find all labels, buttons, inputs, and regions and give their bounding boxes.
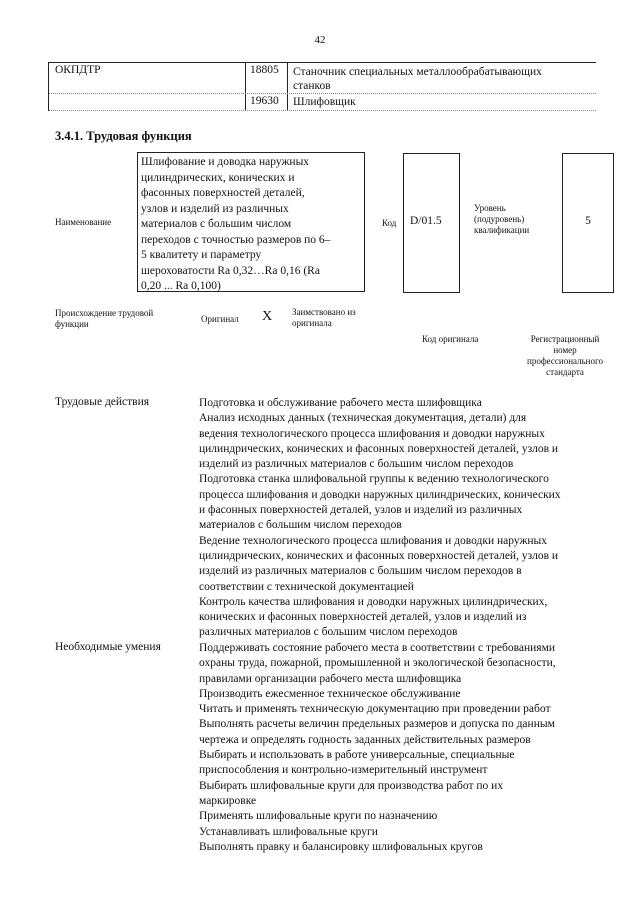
list-item: изделий из различных материалов с большим числом переходов <box>199 458 514 471</box>
list-item: Применять шлифовальные круги по назначению <box>199 810 438 823</box>
list-item: конических и фасонных поверхностей деталей, узлов и изделий из <box>199 611 527 624</box>
list-item: процесса шлифования и доводки наружных цилиндрических, конических <box>199 488 561 501</box>
page-number: 42 <box>314 34 326 46</box>
list-item: Выбирать шлифовальные круги для производства работ по их <box>199 779 504 792</box>
list-item: различных материалов с большим числом переходов <box>199 626 458 639</box>
function-name-box: Шлифование и доводка наружных цилиндрических, конических и фасонных поверхностей деталей, узлов и изделий из различных материалов с большим числом переходов с точностью размеров по 6– 5 квалитету и параметру шероховатости Ra 0,32…Ra 0,16 (Ra 0,20 ... Ra 0,100) <box>137 152 365 292</box>
list-item: цилиндрических, конических и фасонных поверхностей деталей, узлов и <box>199 549 559 562</box>
code-box <box>403 153 460 293</box>
name-label: Наименование <box>55 217 112 227</box>
list-item: приспособления и контрольно-измерительный инструмент <box>199 764 488 777</box>
borrowed-label: Заимствовано из оригинала <box>292 307 356 328</box>
code-original-label: Код оригинала <box>422 334 479 344</box>
list-item: Подготовка станка шлифовальной группы к ведению технологического <box>199 473 549 486</box>
list-item: чертежа и определять годность заданных действительных размеров <box>199 733 531 746</box>
list-item: Подготовка и обслуживание рабочего места шлифовщика <box>199 397 482 409</box>
reg-number-label: Регистрационный номер профессионального стандарта <box>527 334 603 377</box>
list-item: ведения технологического процесса шлифования и доводки наружных <box>199 427 545 440</box>
list-item: маркировке <box>199 794 257 807</box>
code-value: D/01.5 <box>410 215 442 227</box>
list-item: Выполнять расчеты величин предельных размеров и допуска по данным <box>199 718 555 731</box>
required-skills-label: Необходимые умения <box>55 641 161 653</box>
original-mark: X <box>262 309 273 324</box>
list-item: Выбирать и использовать в работе универсальные, специальные <box>199 749 515 762</box>
list-item: соответствии с технической документацией <box>199 580 414 593</box>
list-item: и фасонных поверхностей деталей, узлов и изделий из различных <box>199 504 523 517</box>
okpdtr-name-2: Шлифовщик <box>293 96 356 108</box>
okpdtr-code-2: 19630 <box>250 95 279 107</box>
list-item: Устанавливать шлифовальные круги <box>199 825 378 838</box>
origin-label: Происхождение трудовой функции <box>55 308 154 329</box>
list-item: изделий из различных материалов с большим числом переходов в <box>199 565 522 578</box>
okpdtr-label: ОКПДТР <box>55 64 101 76</box>
okpdtr-table <box>48 62 596 111</box>
list-item: правилами организации рабочего места шлифовщика <box>199 672 462 685</box>
list-item: материалов с большим числом переходов <box>199 519 402 532</box>
okpdtr-name-1: Станочник специальных металлообрабатывающих станков <box>293 66 542 92</box>
list-item: Контроль качества шлифования и доводки наружных цилиндрических, <box>199 595 548 608</box>
list-item: Читать и применять техническую документацию при проведении работ <box>199 703 551 716</box>
list-item: Производить ежесменное техническое обслуживание <box>199 687 461 700</box>
list-item: цилиндрических, конических и фасонных поверхностей деталей, узлов и <box>199 442 559 455</box>
level-label: Уровень (подуровень) квалификации <box>474 203 530 235</box>
list-item: Выполнять правку и балансировку шлифовальных кругов <box>199 840 483 853</box>
list-item: охраны труда, пожарной, промышленной и экологической безопасности, <box>199 657 556 670</box>
level-box <box>562 153 614 293</box>
list-item: Анализ исходных данных (техническая документация, детали) для <box>199 412 527 425</box>
okpdtr-code-1: 18805 <box>250 64 279 76</box>
list-item: Ведение технологического процесса шлифования и доводки наружных <box>199 534 548 547</box>
level-value: 5 <box>585 215 591 227</box>
labor-actions-list <box>199 396 610 641</box>
section-title: 3.4.1. Трудовая функция <box>55 129 192 143</box>
original-label: Оригинал <box>201 314 239 324</box>
code-label: Код <box>382 218 397 228</box>
list-item: Поддерживать состояние рабочего места в соответствии с требованиями <box>199 642 556 654</box>
labor-actions-label: Трудовые действия <box>55 396 150 408</box>
required-skills-list <box>199 641 610 855</box>
